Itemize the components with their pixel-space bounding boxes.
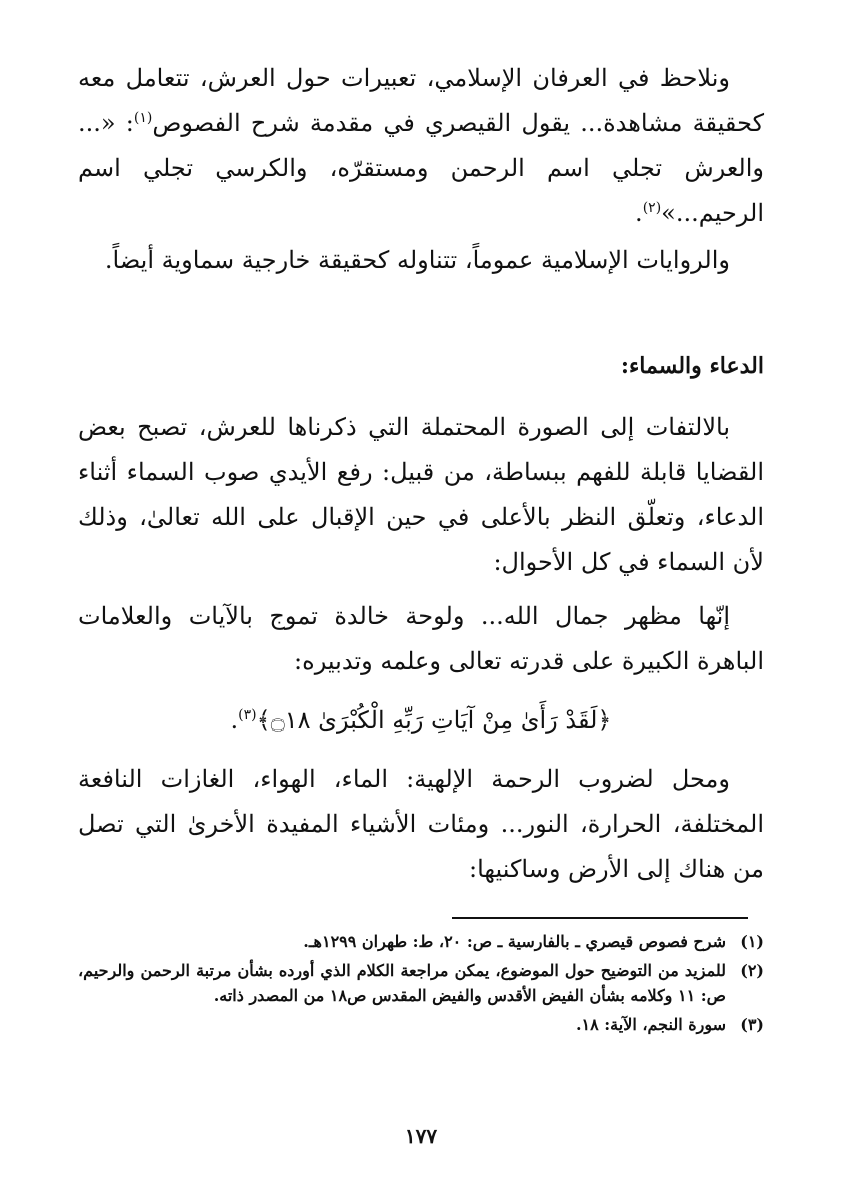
footnote-number: (١)	[740, 932, 764, 951]
paragraph-text: بالالتفات إلى الصورة المحتملة التي ذكرناها للعرش، تصبح بعض القضايا قابلة للفهم ببساطة، من قبيل: رفع الأيدي صوب السماء أثناء الدعاء، وتعلّق النظر بالأعلى في حين الإقبال على الله تعالىٰ، وذلك لأن السماء في كل الأحوال:	[78, 413, 764, 576]
paragraph-text: والروايات الإسلامية عموماً، تتناوله كحقيقة خارجية سماوية أيضاً.	[104, 246, 730, 274]
footnote-item	[78, 929, 764, 954]
footnote-ref-3: (٣)	[238, 707, 257, 723]
footnote-number: (٢)	[740, 961, 764, 980]
footnote-item	[78, 958, 764, 1008]
footnote-ref-2: (٢)	[642, 200, 662, 216]
footnote-divider	[452, 917, 748, 919]
page-number: ١٧٧	[404, 1124, 438, 1148]
footnote-number: (٣)	[740, 1015, 764, 1034]
paragraph-text: ومحل لضروب الرحمة الإلهية: الماء، الهواء، الغازات النافعة المختلفة، الحرارة، النور... ومئات الأشياء المفيدة الأخرىٰ التي تصل من هناك إلى الأرض وساكنيها:	[78, 765, 764, 883]
footnote-text: شرح فصوص قيصري ـ بالفارسية ـ ص: ٢٠، ط: طهران ١٢٩٩هـ.	[303, 932, 726, 951]
paragraph-sky-manifestation	[78, 594, 764, 684]
verse-end: .	[230, 706, 239, 734]
paragraph-text: إنّها مظهر جمال الله... ولوحة خالدة تموج بالآيات والعلامات الباهرة الكبيرة على قدرته تعالى وعلمه وتدبيره:	[78, 602, 764, 675]
section-heading: الدعاء والسماء:	[620, 353, 764, 379]
footnotes	[78, 929, 764, 1041]
verse-text: ﴿لَقَدْ رَأَىٰ مِنْ آيَاتِ رَبِّهِ الْكُبْرَىٰ ۝١٨﴾	[256, 706, 612, 734]
paragraph-text: .	[635, 199, 643, 227]
paragraph-text: : «... والعرش تجلي اسم الرحمن ومستقرّه، والكرسي تجلي اسم الرحيم...»	[78, 109, 764, 227]
footnote-text: سورة النجم، الآية: ١٨.	[575, 1015, 726, 1034]
footnote-item	[78, 1012, 764, 1037]
paragraph-text: ونلاحظ في العرفان الإسلامي، تعبيرات حول العرش، تتعامل معه كحقيقة مشاهدة... يقول القيصري في مقدمة شرح الفصوص	[78, 64, 764, 137]
paragraph-dua-sky	[78, 405, 764, 585]
paragraph-riwayat	[78, 238, 764, 283]
paragraph-arsh-irfan	[78, 56, 764, 236]
quran-verse	[78, 700, 764, 740]
footnote-text: للمزيد من التوضيح حول الموضوع، يمكن مراجعة الكلام الذي أورده بشأن مرتبة الرحمن والرحيم، ص: ١١ وكلامه بشأن الفيض الأقدس والفيض المقدس ص١٨ من المصدر ذاته.	[78, 961, 726, 1005]
paragraph-divine-mercy	[78, 757, 764, 892]
footnote-ref-1: (١)	[133, 110, 153, 126]
